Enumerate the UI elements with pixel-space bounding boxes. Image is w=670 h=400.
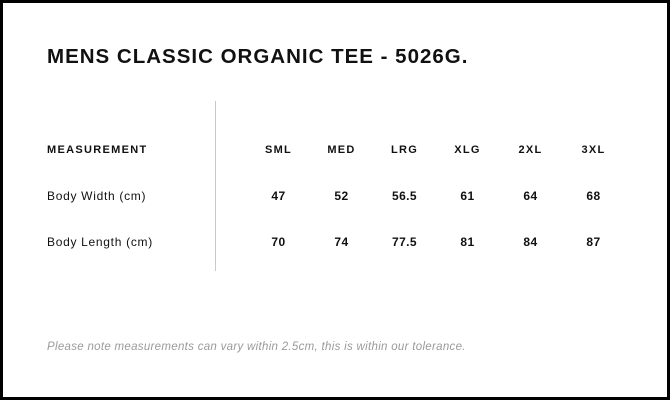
row-label-body-width: Body Width (cm) xyxy=(47,189,147,203)
tolerance-note: Please note measurements can vary within 2.5cm, this is within our tolerance. xyxy=(47,341,466,353)
cell-body-length-sml: 70 xyxy=(271,235,286,249)
cell-body-length-med: 74 xyxy=(334,235,349,249)
cell-body-length-2xl: 84 xyxy=(523,235,538,249)
header-size-3xl: 3XL xyxy=(581,144,606,156)
header-size-xlg: XLG xyxy=(454,144,481,156)
header-size-sml: SML xyxy=(264,144,293,156)
page-content xyxy=(3,3,667,397)
row-label-body-length: Body Length (cm) xyxy=(47,235,153,249)
column-divider xyxy=(215,101,216,271)
cell-body-length-3xl: 87 xyxy=(586,235,601,249)
cell-body-width-lrg: 56.5 xyxy=(392,189,417,203)
cell-body-width-xlg: 61 xyxy=(460,189,475,203)
cell-body-length-lrg: 77.5 xyxy=(392,235,417,249)
cell-body-width-2xl: 64 xyxy=(523,189,538,203)
cell-body-width-med: 52 xyxy=(334,189,349,203)
header-size-2xl: 2XL xyxy=(518,144,543,156)
table-header-row xyxy=(47,127,625,173)
page-title: MENS CLASSIC ORGANIC TEE - 5026G. xyxy=(47,45,469,68)
cell-body-width-3xl: 68 xyxy=(586,189,601,203)
cell-body-length-xlg: 81 xyxy=(460,235,475,249)
cell-body-width-sml: 47 xyxy=(271,189,286,203)
header-measurement: MEASUREMENT xyxy=(47,144,148,156)
size-table-container xyxy=(47,127,623,265)
table-row xyxy=(47,173,625,219)
header-size-lrg: LRG xyxy=(390,144,419,156)
table-row xyxy=(47,219,625,265)
header-size-med: MED xyxy=(327,144,356,156)
size-table xyxy=(47,127,625,265)
